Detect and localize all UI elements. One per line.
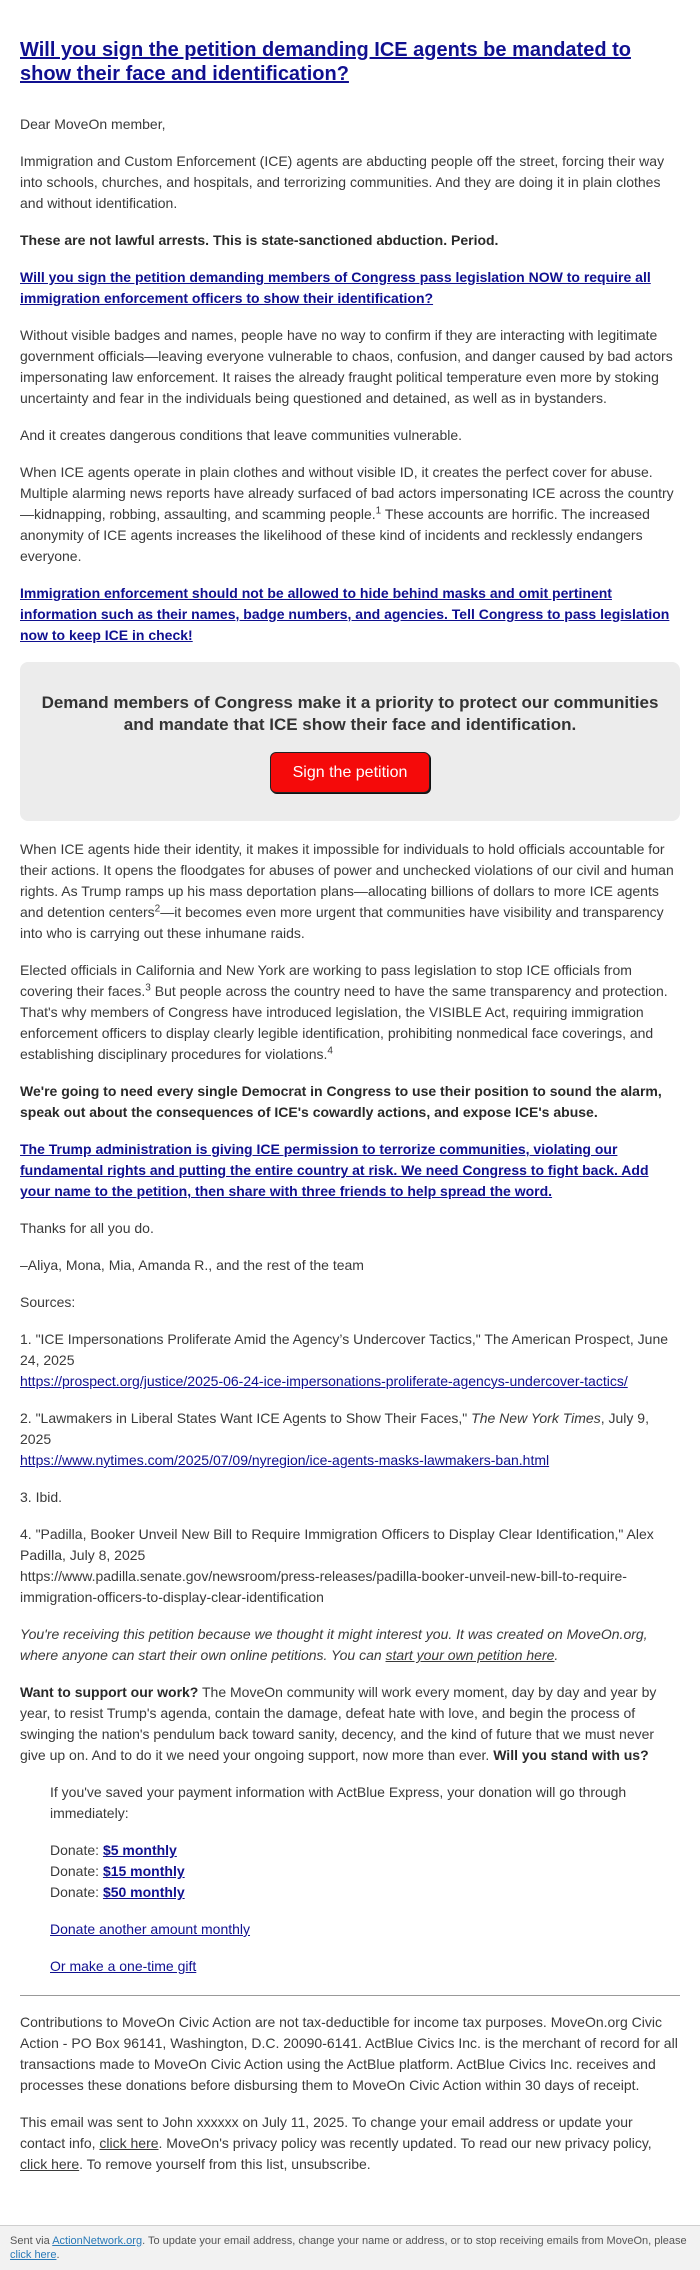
source-item: 3. Ibid. xyxy=(20,1489,63,1505)
donate-other-link[interactable]: Donate another amount monthly xyxy=(50,1921,251,1937)
donate-row: Donate: $15 monthly xyxy=(50,1863,185,1879)
donate-once-paragraph xyxy=(50,1956,680,1977)
petition-link-3[interactable]: The Trump administration is giving ICE permission to terrorize communities, violating our fundamental rights and putting the entire country at risk. We need Congress to fight back. Add your name to the petition, then share with three friends to help spread the word. xyxy=(20,1141,649,1199)
legal-text: Contributions to MoveOn Civic Action are not tax-deductible for income tax purposes. MoveOn.org Civic Action - PO Box 96141, Washington, D.C. 20090-6141. ActBlue Civics Inc. is the merchant of record for all transactions made to MoveOn Civic Action using the ActBlue platform. ActBlue Civics Inc. receives and processes these donations before disbursing them to MoveOn Civic Action within 30 days of receipt. xyxy=(20,2014,678,2093)
paragraph-abuse: When ICE agents operate in plain clothes and without visible ID, it creates the perfect cover for abuse. Multiple alarming news reports have already surfaced of bad actors impersonating ICE across the country—kidnapping, robbing, assaulting, and scamming people.$^1$ These accounts are horrific. The increased anonymity of ICE agents increases the likelihood of these kind of incidents and recklessly endangers everyone. xyxy=(20,464,674,564)
receiving-notice: You're receiving this petition because we thought it might interest you. It was created on MoveOn.org, where anyone can start their own online petitions. You can start your own petition here. xyxy=(20,1626,648,1663)
donate-row: Donate: $5 monthly xyxy=(50,1842,177,1858)
paragraph-legislation: Elected officials in California and New York are working to pass legislation to stop ICE officials from covering their faces.$^3$ But people across the country need to have the same transparency and protection. That's why members of Congress have introduced legislation, the VISIBLE Act, requiring immigration enforcement officers to display clearly legible identification, prohibiting nonmedical face coverings, and establishing disciplinary procedures for violations.$^4$ xyxy=(20,962,668,1062)
signoff-text: –Aliya, Mona, Mia, Amanda R., and the rest of the team xyxy=(20,1257,364,1273)
paragraph-democrats: We're going to need every single Democrat in Congress to use their position to sound the alarm, speak out about the consequences of ICE's cowardly actions, and expose ICE's abuse. xyxy=(20,1083,662,1120)
intro-paragraph: Immigration and Custom Enforcement (ICE) agents are abducting people off the street, forcing their way into schools, churches, and hospitals, and terrorizing communities. And they are doing it in plain clothes and without identification. xyxy=(20,153,665,211)
donate-50-link[interactable]: $50 monthly xyxy=(102,1884,185,1900)
source-item: 4. "Padilla, Booker Unveil New Bill to Require Immigration Officers to Display Clear Identification," Alex Padilla, July 8, 2025 https://www.padilla.senate.gov/newsroom/press-releases/padilla-booker-unveil-new-bill-to-require-immigration-officers-to-display-clear-identification xyxy=(20,1526,654,1605)
donate-other-paragraph xyxy=(50,1919,680,1940)
paragraph-dangerous: And it creates dangerous conditions that leave communities vulnerable. xyxy=(20,427,463,443)
support-paragraph: Want to support our work? The MoveOn community will work every moment, day by day and year by year, to resist Trump's agenda, contain the damage, defeat hate with love, and begin the process of swinging the nation's pendulum back toward sanity, decency, and the kind of future that we must never give up on. And to do it we need your ongoing support, now more than ever. Will you stand with us? xyxy=(20,1684,657,1763)
sources-label: Sources: xyxy=(20,1294,76,1310)
source-item: 1. "ICE Impersonations Proliferate Amid the Agency’s Undercover Tactics," The American Prospect, June 24, 2025 https://prospect.org/justice/2025-06-24-ice-impersonations-proliferate-agencys-undercover-tactics/ xyxy=(20,1331,669,1389)
start-petition-link[interactable]: start your own petition here xyxy=(385,1647,555,1663)
petition-link-paragraph-3 xyxy=(20,1139,680,1202)
petition-link-1[interactable]: Will you sign the petition demanding members of Congress pass legislation NOW to require all immigration enforcement officers to show their identification? xyxy=(20,269,651,306)
footer-bar: Sent via ActionNetwork.org. To update your email address, change your name or address, or to stop receiving emails from MoveOn, please click here. xyxy=(0,2225,700,2270)
donation-section xyxy=(20,1782,680,1977)
donate-once-link[interactable]: Or make a one-time gift xyxy=(50,1958,197,1974)
privacy-policy-link[interactable]: click here xyxy=(20,2156,80,2172)
divider xyxy=(20,1995,680,1996)
petition-callout-box xyxy=(20,662,680,821)
paragraph-badges: Without visible badges and names, people have no way to confirm if they are interacting with legitimate government officials—leaving everyone vulnerable to chaos, confusion, and danger caused by bad actors impersonating law enforcement. It raises the already fraught political temperature even more by stoking uncertainty and fear in the individuals being questioned and detained, as well as in bystanders. xyxy=(20,327,673,406)
update-contact-link[interactable]: click here xyxy=(99,2135,159,2151)
footnote-3: 3 xyxy=(145,982,151,994)
footnote-2: 2 xyxy=(154,903,161,915)
page-title xyxy=(20,38,680,86)
petition-link-2[interactable]: Immigration enforcement should not be allowed to hide behind masks and omit pertinent information such as their names, badge numbers, and agencies. Tell Congress to pass legislation now to keep ICE in check! xyxy=(20,585,670,643)
source-link[interactable]: https://prospect.org/justice/2025-06-24-ice-impersonations-proliferate-agencys-undercover-tactics/ xyxy=(20,1373,628,1389)
donate-5-link[interactable]: $5 monthly xyxy=(102,1842,177,1858)
petition-link-paragraph-2 xyxy=(20,583,680,646)
actionnetwork-link[interactable]: ActionNetwork.org xyxy=(52,2235,143,2247)
title-link[interactable]: Will you sign the petition demanding ICE agents be mandated to show their face and identification? xyxy=(20,39,631,85)
footer-click-here-link[interactable]: click here xyxy=(10,2249,57,2261)
source-link[interactable]: https://www.nytimes.com/2025/07/09/nyregion/ice-agents-masks-lawmakers-ban.html xyxy=(20,1452,550,1468)
thanks-text: Thanks for all you do. xyxy=(20,1220,154,1236)
email-info: This email was sent to John xxxxxx on July 11, 2025. To change your email address or update your contact info, click here. MoveOn's privacy policy was recently updated. To read our new privacy policy, click here. To remove yourself from this list, unsubscribe. xyxy=(20,2114,652,2172)
emphasis-paragraph: These are not lawful arrests. This is state-sanctioned abduction. Period. xyxy=(20,232,499,248)
footnote-1: 1 xyxy=(375,505,382,517)
source-url-text: https://www.padilla.senate.gov/newsroom/press-releases/padilla-booker-unveil-new-bill-to-require-immigration-officers-to-display-clear-identification xyxy=(20,1568,627,1605)
paragraph-accountability: When ICE agents hide their identity, it makes it impossible for individuals to hold officials accountable for their actions. It opens the floodgates for abuses of power and unchecked violations of our civil and human rights. As Trump ramps up his mass deportation plans—allocating billions of dollars to more ICE agents and detention centers$^2$—it becomes even more urgent that communities have visibility and transparency into who is carrying out these inhumane raids. xyxy=(20,841,674,941)
greeting: Dear MoveOn member, xyxy=(20,116,166,132)
footnote-4: 4 xyxy=(327,1045,333,1057)
donate-15-link[interactable]: $15 monthly xyxy=(102,1863,185,1879)
source-item: 2. "Lawmakers in Liberal States Want ICE Agents to Show Their Faces," The New York Times, July 9, 2025 https://www.nytimes.com/2025/07/09/nyregion/ice-agents-masks-lawmakers-ban.html xyxy=(20,1410,649,1468)
actblue-text: If you've saved your payment information with ActBlue Express, your donation will go through immediately: xyxy=(50,1784,627,1821)
petition-link-paragraph-1 xyxy=(20,267,680,309)
donate-row: Donate: $50 monthly xyxy=(50,1884,185,1900)
sign-petition-button[interactable]: Sign the petition xyxy=(270,752,431,793)
callout-text: Demand members of Congress make it a priority to protect our communities and mandate that ICE show their face and identification. xyxy=(41,693,659,734)
